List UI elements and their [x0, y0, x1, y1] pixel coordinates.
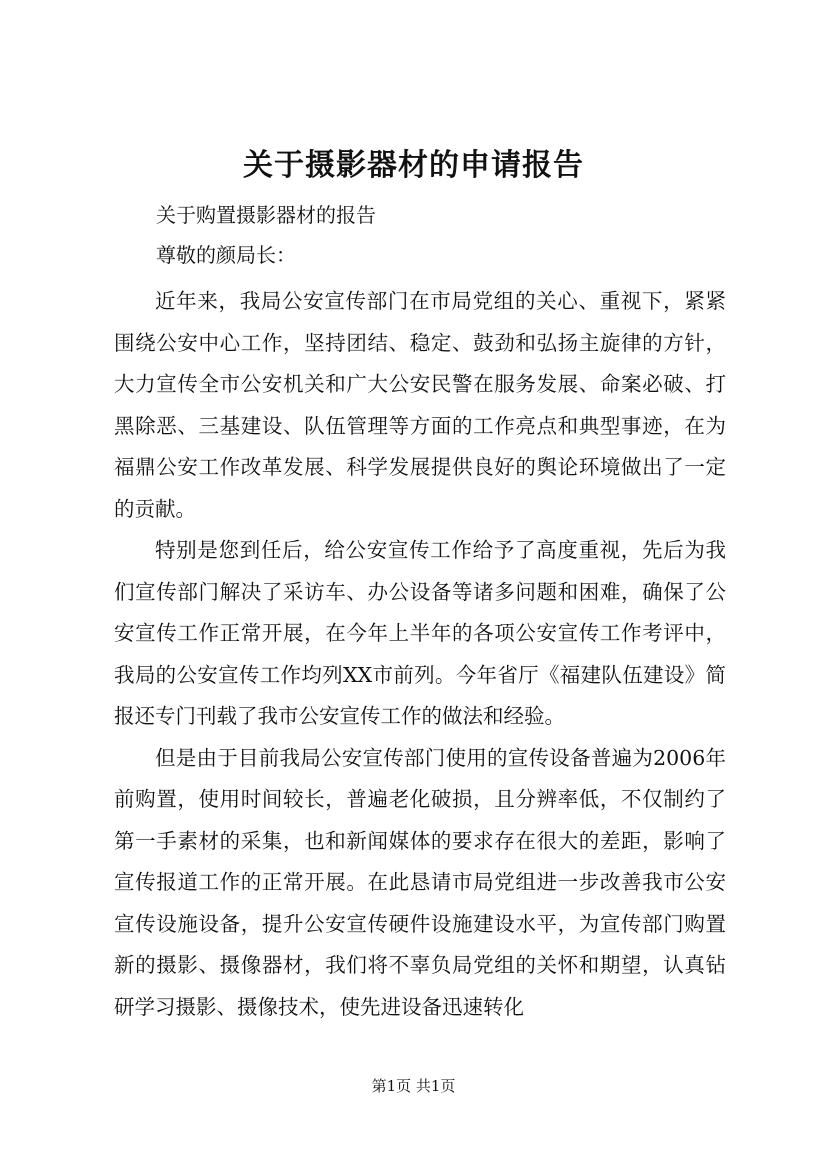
document-body [114, 281, 726, 1028]
page-footer: 第1页 共1页 [371, 1077, 456, 1095]
document-title: 关于摄影器材的申请报告 [243, 148, 584, 183]
paragraph-2: 特别是您到任后，给公安宣传工作给予了高度重视，先后为我们宣传部门解决了采访车、办公设备等诸多问题和困难，确保了公安宣传工作正常开展，在今年上半年的各项公安宣传工作考评中，我局的公安宣传工作均列XX市前列。今年省厅《福建队伍建设》简报还专门刊载了我市公安宣传工作的做法和经验。 [114, 538, 726, 728]
document-subtitle: 关于购置摄影器材的报告 [156, 203, 376, 227]
paragraph-3: 但是由于目前我局公安宣传部门使用的宣传设备普遍为2006年前购置，使用时间较长，普遍老化破损，且分辨率低，不仅制约了第一手素材的采集，也和新闻媒体的要求存在很大的差距，影响了宣传报道工作的正常开展。在此恳请市局党组进一步改善我市公安宣传设施设备，提升公安宣传硬件设施建设水平，为宣传部门购置新的摄影、摄像器材，我们将不辜负局党组的关怀和期望，认真钻研学习摄影、摄像技术，使先进设备迅速转化 [114, 745, 726, 1019]
paragraph-1: 近年来，我局公安宣传部门在市局党组的关心、重视下，紧紧围绕公安中心工作，坚持团结、稳定、鼓劲和弘扬主旋律的方针，大力宣传全市公安机关和广大公安民警在服务发展、命案必破、打黑除恶、三基建设、队伍管理等方面的工作亮点和典型事迹，在为福鼎公安工作改革发展、科学发展提供良好的舆论环境做出了一定的贡献。 [114, 289, 726, 521]
salutation: 尊敬的颜局长： [156, 243, 296, 267]
